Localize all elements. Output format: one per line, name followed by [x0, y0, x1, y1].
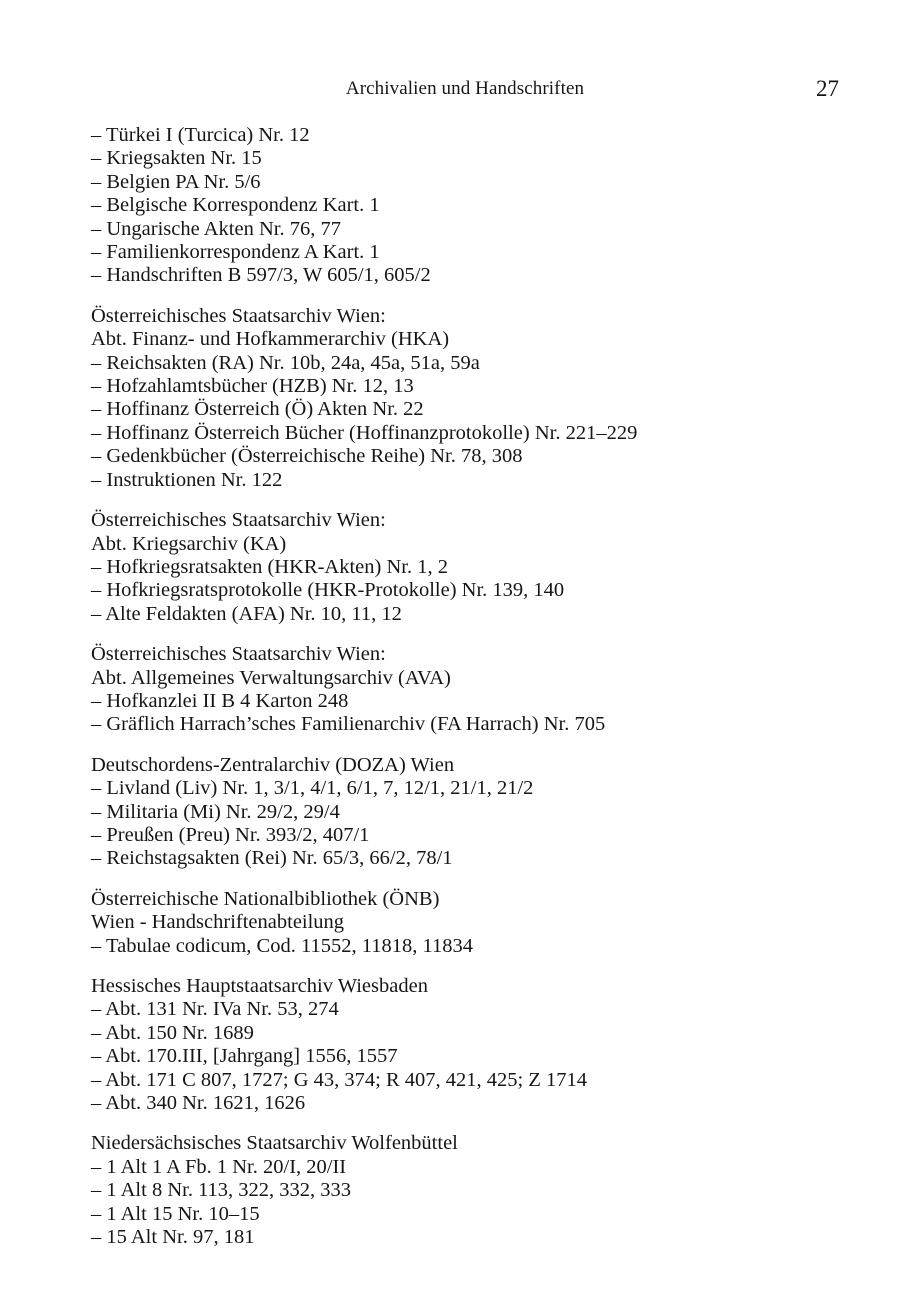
archive-entry: – Hofkriegsratsprotokolle (HKR-Protokolle) Nr. 139, 140 [91, 579, 565, 602]
page-number: 27 [816, 76, 839, 101]
archive-entry: – Kriegsakten Nr. 15 [91, 147, 262, 170]
archive-entry: – Handschriften B 597/3, W 605/1, 605/2 [91, 264, 431, 287]
archive-entry: – Belgien PA Nr. 5/6 [91, 170, 261, 193]
archive-entry: – Ungarische Akten Nr. 76, 77 [91, 217, 341, 240]
archive-entry: – Hofkanzlei II B 4 Karton 248 [91, 689, 349, 712]
archive-entry: – Türkei I (Turcica) Nr. 12 [91, 124, 310, 146]
archive-entry: – Gräflich Harrach’sches Familienarchiv (FA Harrach) Nr. 705 [91, 713, 606, 736]
archive-entry: – Instruktionen Nr. 122 [91, 468, 283, 491]
archive-block [91, 305, 851, 492]
archive-entry: – Livland (Liv) Nr. 1, 3/1, 4/1, 6/1, 7, 12/1, 21/1, 21/2 [91, 777, 534, 800]
archive-heading: Deutschordens-Zentralarchiv (DOZA) Wien [91, 753, 455, 776]
archive-block [91, 509, 851, 626]
archive-entry: – Militaria (Mi) Nr. 29/2, 29/4 [91, 800, 340, 823]
archive-entry: – Abt. 150 Nr. 1689 [91, 1021, 254, 1044]
archive-heading: Hessisches Hauptstaatsarchiv Wiesbaden [91, 975, 428, 997]
archive-block [91, 643, 851, 737]
archive-entry: – Reichstagsakten (Rei) Nr. 65/3, 66/2, 78/1 [91, 847, 453, 870]
archive-block [91, 754, 851, 871]
archive-entry: – 1 Alt 1 A Fb. 1 Nr. 20/I, 20/II [91, 1155, 347, 1178]
archive-entry: – Abt. 131 Nr. IVa Nr. 53, 274 [91, 998, 339, 1021]
archive-heading: Österreichisches Staatsarchiv Wien: [91, 304, 386, 327]
archive-block [91, 975, 851, 1115]
archive-heading: Österreichisches Staatsarchiv Wien: [91, 509, 386, 532]
archive-entry: – Hoffinanz Österreich (Ö) Akten Nr. 22 [91, 398, 424, 421]
archive-heading: Österreichisches Staatsarchiv Wien: [91, 643, 386, 666]
archive-entry: – 1 Alt 8 Nr. 113, 322, 332, 333 [91, 1179, 352, 1202]
archive-entry: – Tabulae codicum, Cod. 11552, 11818, 11834 [91, 934, 473, 957]
archive-entry: – Hoffinanz Österreich Bücher (Hoffinanzprotokolle) Nr. 221–229 [91, 421, 638, 444]
archive-heading: Abt. Kriegsarchiv (KA) [91, 532, 287, 555]
archive-heading: Abt. Allgemeines Verwaltungsarchiv (AVA) [91, 666, 451, 689]
archive-entry: – Hofzahlamtsbücher (HZB) Nr. 12, 13 [91, 375, 414, 398]
archive-entry: – Alte Feldakten (AFA) Nr. 10, 11, 12 [91, 602, 402, 625]
archive-heading: Wien - Handschriftenabteilung [91, 911, 345, 934]
archive-entry: – 1 Alt 15 Nr. 10–15 [91, 1202, 260, 1225]
archive-entry: – Abt. 340 Nr. 1621, 1626 [91, 1092, 306, 1115]
archive-heading: Abt. Finanz- und Hofkammerarchiv (HKA) [91, 328, 450, 351]
archive-block [91, 1132, 851, 1249]
archive-listing [91, 124, 851, 1266]
archive-entry: – Familienkorrespondenz A Kart. 1 [91, 241, 380, 264]
archive-entry: – Preußen (Preu) Nr. 393/2, 407/1 [91, 823, 370, 846]
archive-entry: – Belgische Korrespondenz Kart. 1 [91, 194, 380, 217]
archive-heading: Österreichische Nationalbibliothek (ÖNB) [91, 887, 440, 910]
archive-entry: – Reichsakten (RA) Nr. 10b, 24a, 45a, 51a, 59a [91, 351, 480, 374]
archive-block [91, 124, 851, 288]
running-head: Archivalien und Handschriften [345, 78, 585, 99]
archive-entry: – Gedenkbücher (Österreichische Reihe) Nr. 78, 308 [91, 445, 523, 468]
archive-heading: Niedersächsisches Staatsarchiv Wolfenbüttel [91, 1132, 458, 1155]
archive-entry: – Abt. 170.III, [Jahrgang] 1556, 1557 [91, 1045, 398, 1068]
archive-block [91, 888, 851, 958]
archive-entry: – 15 Alt Nr. 97, 181 [91, 1226, 255, 1249]
archive-entry: – Hofkriegsratsakten (HKR-Akten) Nr. 1, 2 [91, 555, 448, 578]
archive-entry: – Abt. 171 C 807, 1727; G 43, 374; R 407, 421, 425; Z 1714 [91, 1068, 588, 1091]
